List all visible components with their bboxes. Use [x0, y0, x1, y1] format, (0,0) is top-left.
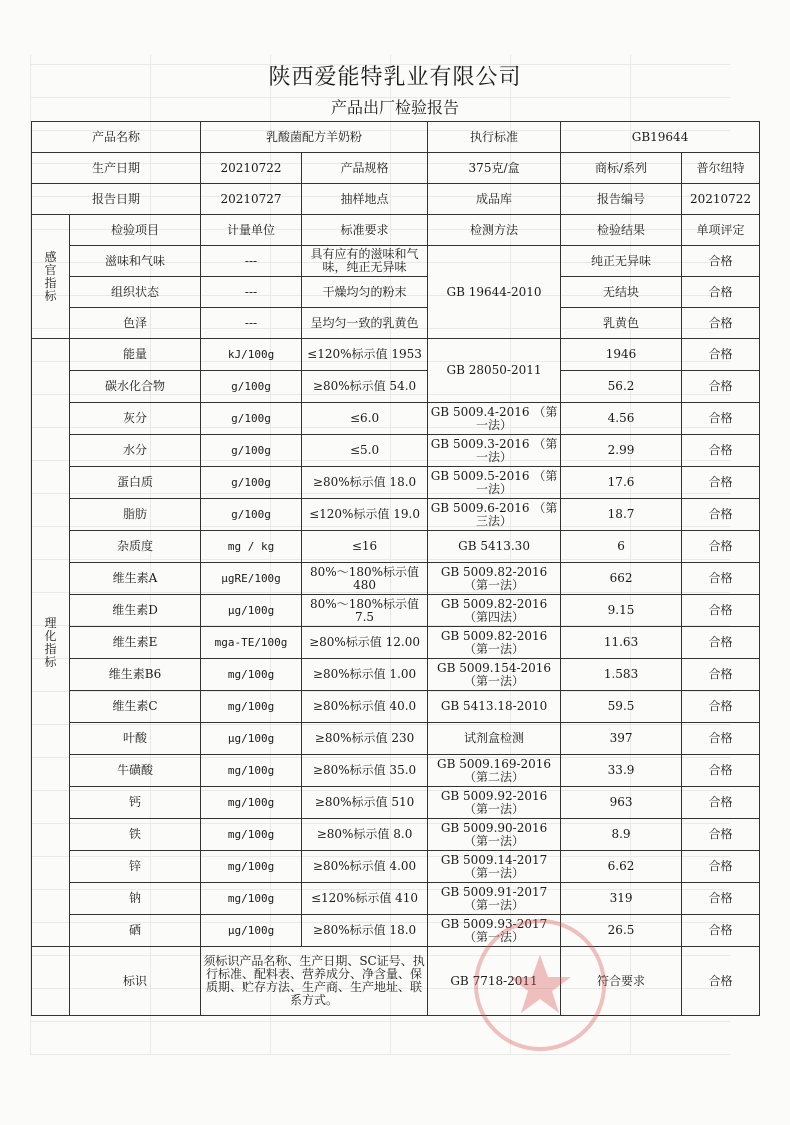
method-cell: GB 5009.90-2016 （第一法）: [428, 819, 561, 851]
report-title: 产品出厂检验报告: [330, 98, 459, 117]
item-cell: 维生素B6: [70, 659, 201, 691]
unit-cell: μg/100g: [201, 595, 302, 627]
result-cell: 1.583: [561, 659, 682, 691]
result-cell: 1946: [561, 339, 682, 371]
item-cell: 脂肪: [70, 499, 201, 531]
unit-cell: g/100g: [201, 499, 302, 531]
result-cell: 18.7: [561, 499, 682, 531]
col-result: 检验结果: [561, 215, 682, 246]
standard-label: 执行标准: [428, 122, 561, 153]
unit-cell: ---: [201, 246, 302, 277]
item-cell: 杂质度: [70, 531, 201, 563]
table-row: [32, 531, 760, 563]
group-sensory-text: 感官指标: [44, 249, 57, 303]
method-cell: GB 5009.82-2016 （第四法）: [428, 595, 561, 627]
result-cell: 6.62: [561, 851, 682, 883]
item-cell: 灰分: [70, 403, 201, 435]
result-cell: 11.63: [561, 627, 682, 659]
report-no-label: 报告编号: [561, 184, 682, 215]
item-cell: 水分: [70, 435, 201, 467]
brand-label: 商标/系列: [561, 153, 682, 184]
requirement-cell: 干燥均匀的粉末: [302, 277, 428, 308]
energy-carb-method-cell: GB 28050-2011: [428, 339, 561, 403]
requirement-cell: 具有应有的滋味和气味，纯正无异味: [302, 246, 428, 277]
requirement-cell: ≥80%标示值 12.00: [302, 627, 428, 659]
item-cell: 组织状态: [70, 277, 201, 308]
spec-label: 产品规格: [302, 153, 428, 184]
group-physchem-label: [32, 339, 70, 947]
item-cell: 能量: [70, 339, 201, 371]
method-cell: GB 5413.30: [428, 531, 561, 563]
unit-cell: g/100g: [201, 371, 302, 403]
table-row: [32, 467, 760, 499]
unit-cell: μgRE/100g: [201, 563, 302, 595]
result-cell: 319: [561, 883, 682, 915]
method-cell: 试剂盒检测: [428, 723, 561, 755]
result-cell: 乳黄色: [561, 308, 682, 339]
table-row: [32, 659, 760, 691]
requirement-cell: ≥80%标示值 35.0: [302, 755, 428, 787]
requirement-cell: ≤6.0: [302, 403, 428, 435]
info-row-2: [32, 153, 760, 184]
item-cell: 蛋白质: [70, 467, 201, 499]
verdict-cell: 合格: [682, 531, 760, 563]
spec-value: 375克/盒: [428, 153, 561, 184]
unit-cell: mg / kg: [201, 531, 302, 563]
result-cell: 33.9: [561, 755, 682, 787]
report-date-label: 报告日期: [32, 184, 201, 215]
col-item: 检验项目: [70, 215, 201, 246]
method-cell: GB 5009.91-2017 （第一法）: [428, 883, 561, 915]
method-cell: GB 5009.82-2016 （第一法）: [428, 627, 561, 659]
sensory-method-cell: GB 19644-2010: [428, 246, 561, 339]
result-cell: 8.9: [561, 819, 682, 851]
result-cell: 无结块: [561, 277, 682, 308]
requirement-cell: ≥80%标示值 1.00: [302, 659, 428, 691]
requirement-cell: ≥80%标示值 18.0: [302, 467, 428, 499]
item-cell: 硒: [70, 915, 201, 947]
brand-value: 普尔纽特: [682, 153, 760, 184]
requirement-cell: ≥80%标示值 230: [302, 723, 428, 755]
table-row: [32, 627, 760, 659]
item-cell: 碳水化合物: [70, 371, 201, 403]
item-cell: 钙: [70, 787, 201, 819]
table-row: [32, 851, 760, 883]
unit-cell: g/100g: [201, 435, 302, 467]
verdict-cell: 合格: [682, 246, 760, 277]
result-cell: 59.5: [561, 691, 682, 723]
method-cell: GB 5413.18-2010: [428, 691, 561, 723]
table-row: [32, 563, 760, 595]
verdict-cell: 合格: [682, 435, 760, 467]
product-name-value: 乳酸菌配方羊奶粉: [201, 122, 428, 153]
info-row-3: [32, 184, 760, 215]
unit-cell: mg/100g: [201, 787, 302, 819]
method-cell: GB 5009.4-2016 （第一法）: [428, 403, 561, 435]
product-name-label: 产品名称: [32, 122, 201, 153]
item-cell: 铁: [70, 819, 201, 851]
item-cell: 叶酸: [70, 723, 201, 755]
requirement-cell: ≥80%标示值 510: [302, 787, 428, 819]
unit-cell: mg/100g: [201, 659, 302, 691]
table-row: [32, 403, 760, 435]
verdict-cell: 合格: [682, 851, 760, 883]
unit-cell: mg/100g: [201, 851, 302, 883]
verdict-cell: 合格: [682, 563, 760, 595]
unit-cell: ---: [201, 308, 302, 339]
method-cell: GB 5009.3-2016 （第一法）: [428, 435, 561, 467]
verdict-cell: 合格: [682, 595, 760, 627]
table-row: [32, 371, 760, 403]
item-cell: 钠: [70, 883, 201, 915]
result-cell: 662: [561, 563, 682, 595]
item-cell: 维生素C: [70, 691, 201, 723]
table-row: [32, 819, 760, 851]
requirement-cell: ≤5.0: [302, 435, 428, 467]
verdict-cell: 合格: [682, 659, 760, 691]
method-cell: GB 5009.169-2016 （第二法）: [428, 755, 561, 787]
group-sensory-label: [32, 215, 70, 339]
item-cell: 锌: [70, 851, 201, 883]
method-cell: GB 5009.92-2016 （第一法）: [428, 787, 561, 819]
table-row: [32, 435, 760, 467]
unit-cell: mg/100g: [201, 819, 302, 851]
item-cell: 维生素E: [70, 627, 201, 659]
result-cell: 6: [561, 531, 682, 563]
result-cell: 9.15: [561, 595, 682, 627]
requirement-cell: ≤16: [302, 531, 428, 563]
table-row: [32, 723, 760, 755]
requirement-cell: ≥80%标示值 18.0: [302, 915, 428, 947]
verdict-cell: 合格: [682, 403, 760, 435]
method-cell: GB 7718-2011: [428, 947, 561, 1016]
company-title: 陕西爱能特乳业有限公司: [268, 65, 522, 90]
requirement-cell: ≤120%标示值 1953: [302, 339, 428, 371]
verdict-cell: 合格: [682, 467, 760, 499]
prod-date-value: 20210722: [201, 153, 302, 184]
result-cell: 17.6: [561, 467, 682, 499]
result-cell: 2.99: [561, 435, 682, 467]
verdict-cell: 合格: [682, 947, 760, 1016]
standard-value: GB19644: [561, 122, 760, 153]
sampling-label: 抽样地点: [302, 184, 428, 215]
verdict-cell: 合格: [682, 915, 760, 947]
verdict-cell: 合格: [682, 499, 760, 531]
requirement-cell: 80%～180%标示值 480: [302, 563, 428, 595]
verdict-cell: 合格: [682, 339, 760, 371]
item-cell: 维生素D: [70, 595, 201, 627]
table-row: [32, 915, 760, 947]
verdict-cell: 合格: [682, 755, 760, 787]
requirement-cell: ≥80%标示值 40.0: [302, 691, 428, 723]
labeling-row: [32, 947, 760, 1016]
unit-cell: g/100g: [201, 403, 302, 435]
sampling-value: 成品库: [428, 184, 561, 215]
unit-cell: mg/100g: [201, 883, 302, 915]
table-row: [32, 883, 760, 915]
inspection-table: [31, 121, 760, 1016]
verdict-cell: 合格: [682, 627, 760, 659]
item-cell: 色泽: [70, 308, 201, 339]
table-row: [32, 277, 760, 308]
method-cell: GB 5009.6-2016 （第三法）: [428, 499, 561, 531]
table-row: [32, 691, 760, 723]
unit-cell: μg/100g: [201, 723, 302, 755]
result-cell: 397: [561, 723, 682, 755]
verdict-cell: 合格: [682, 308, 760, 339]
item-cell: 牛磺酸: [70, 755, 201, 787]
verdict-cell: 合格: [682, 883, 760, 915]
report-no-value: 20210722: [682, 184, 760, 215]
method-cell: GB 5009.154-2016 （第一法）: [428, 659, 561, 691]
col-method: 检测方法: [428, 215, 561, 246]
item-cell: 滋味和气味: [70, 246, 201, 277]
col-requirement: 标准要求: [302, 215, 428, 246]
table-row: [32, 755, 760, 787]
result-cell: 963: [561, 787, 682, 819]
unit-cell: mg/100g: [201, 755, 302, 787]
requirement-cell: ≥80%标示值 54.0: [302, 371, 428, 403]
method-cell: GB 5009.82-2016 （第一法）: [428, 563, 561, 595]
requirement-cell: ≤120%标示值 410: [302, 883, 428, 915]
method-cell: GB 5009.93-2017 （第一法）: [428, 915, 561, 947]
verdict-cell: 合格: [682, 819, 760, 851]
labeling-requirement-cell: 须标识产品名称、生产日期、SC证号、执行标准、配料表、营养成分、净含量、保质期、贮存方法、生产商、生产地址、联系方式。: [201, 947, 428, 1016]
verdict-cell: 合格: [682, 277, 760, 308]
requirement-cell: 呈均匀一致的乳黄色: [302, 308, 428, 339]
result-cell: 纯正无异味: [561, 246, 682, 277]
group-physchem-text: 理化指标: [44, 615, 57, 669]
table-row: [32, 308, 760, 339]
table-row: [32, 787, 760, 819]
table-row: [32, 246, 760, 277]
method-cell: GB 5009.5-2016 （第一法）: [428, 467, 561, 499]
requirement-cell: ≥80%标示值 8.0: [302, 819, 428, 851]
info-row-1: [32, 122, 760, 153]
blank-group-cell: [32, 947, 70, 1016]
unit-cell: μg/100g: [201, 915, 302, 947]
prod-date-label: 生产日期: [32, 153, 201, 184]
verdict-cell: 合格: [682, 691, 760, 723]
item-cell: 标识: [70, 947, 201, 1016]
verdict-cell: 合格: [682, 371, 760, 403]
unit-cell: kJ/100g: [201, 339, 302, 371]
verdict-cell: 合格: [682, 723, 760, 755]
result-cell: 符合要求: [561, 947, 682, 1016]
table-row: [32, 595, 760, 627]
result-cell: 56.2: [561, 371, 682, 403]
table-row: [32, 339, 760, 371]
unit-cell: ---: [201, 277, 302, 308]
report-date-value: 20210727: [201, 184, 302, 215]
table-row: [32, 499, 760, 531]
method-cell: GB 5009.14-2017 （第一法）: [428, 851, 561, 883]
item-cell: 维生素A: [70, 563, 201, 595]
result-cell: 4.56: [561, 403, 682, 435]
requirement-cell: 80%～180%标示值 7.5: [302, 595, 428, 627]
result-cell: 26.5: [561, 915, 682, 947]
col-verdict: 单项评定: [682, 215, 760, 246]
unit-cell: g/100g: [201, 467, 302, 499]
requirement-cell: ≤120%标示值 19.0: [302, 499, 428, 531]
header-row: [32, 215, 760, 246]
unit-cell: mga-TE/100g: [201, 627, 302, 659]
col-unit: 计量单位: [201, 215, 302, 246]
requirement-cell: ≥80%标示值 4.00: [302, 851, 428, 883]
unit-cell: mg/100g: [201, 691, 302, 723]
verdict-cell: 合格: [682, 787, 760, 819]
